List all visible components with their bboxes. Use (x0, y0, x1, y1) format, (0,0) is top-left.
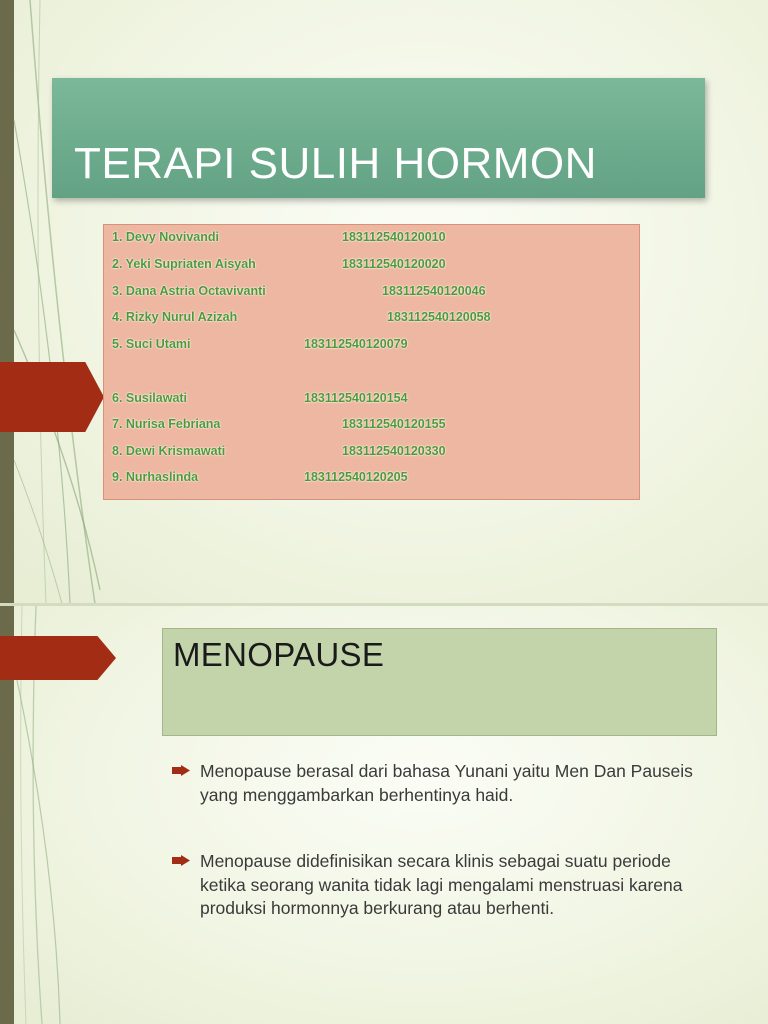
member-row (112, 468, 632, 486)
member-name: 1. Devy Novivandi (112, 230, 219, 244)
member-name: 3. Dana Astria Octavivanti (112, 284, 266, 298)
arrow-bullet-icon (172, 765, 190, 776)
member-row (112, 228, 632, 246)
member-row (112, 415, 632, 433)
member-row (112, 308, 632, 326)
member-nim: 183112540120205 (304, 470, 408, 484)
member-name: 2. Yeki Supriaten Aisyah (112, 257, 256, 271)
section-title: MENOPAUSE (173, 636, 385, 673)
member-nim: 183112540120079 (304, 337, 408, 351)
member-row (112, 282, 632, 300)
member-nim: 183112540120046 (382, 284, 486, 298)
member-row (112, 442, 632, 460)
member-row (112, 389, 632, 407)
member-name: 6. Susilawati (112, 391, 188, 405)
member-nim: 183112540120010 (342, 230, 446, 244)
member-nim: 183112540120155 (342, 417, 446, 431)
arrow-bullet-icon (172, 855, 190, 866)
slide-title: TERAPI SULIH HORMON (74, 139, 597, 188)
member-list (103, 224, 640, 500)
red-arrow-tab (0, 362, 104, 432)
member-name: 7. Nurisa Febriana (112, 417, 221, 431)
member-nim: 183112540120154 (304, 391, 408, 405)
member-name: 5. Suci Utami (112, 337, 191, 351)
member-row (112, 335, 632, 353)
member-nim: 183112540120020 (342, 257, 446, 271)
member-name: 9. Nurhaslinda (112, 470, 199, 484)
slide-2 (0, 606, 768, 1024)
bullet-text: Menopause didefinisikan secara klinis sebagai suatu periode ketika seorang wanita tidak lagi mengalami menstruasi karena produksi hormonnya berkurang atau berhenti. (200, 851, 683, 918)
bullet-text: Menopause berasal dari bahasa Yunani yaitu Men Dan Pauseis yang menggambarkan berhentinya haid. (200, 761, 693, 805)
title-box (52, 78, 705, 198)
member-nim: 183112540120330 (342, 444, 446, 458)
red-arrow-tab (0, 636, 116, 680)
member-row (112, 255, 632, 273)
section-header-box (162, 628, 717, 736)
member-nim: 183112540120058 (387, 310, 491, 324)
member-name: 4. Rizky Nurul Azizah (112, 310, 238, 324)
member-name: 8. Dewi Krismawati (112, 444, 226, 458)
